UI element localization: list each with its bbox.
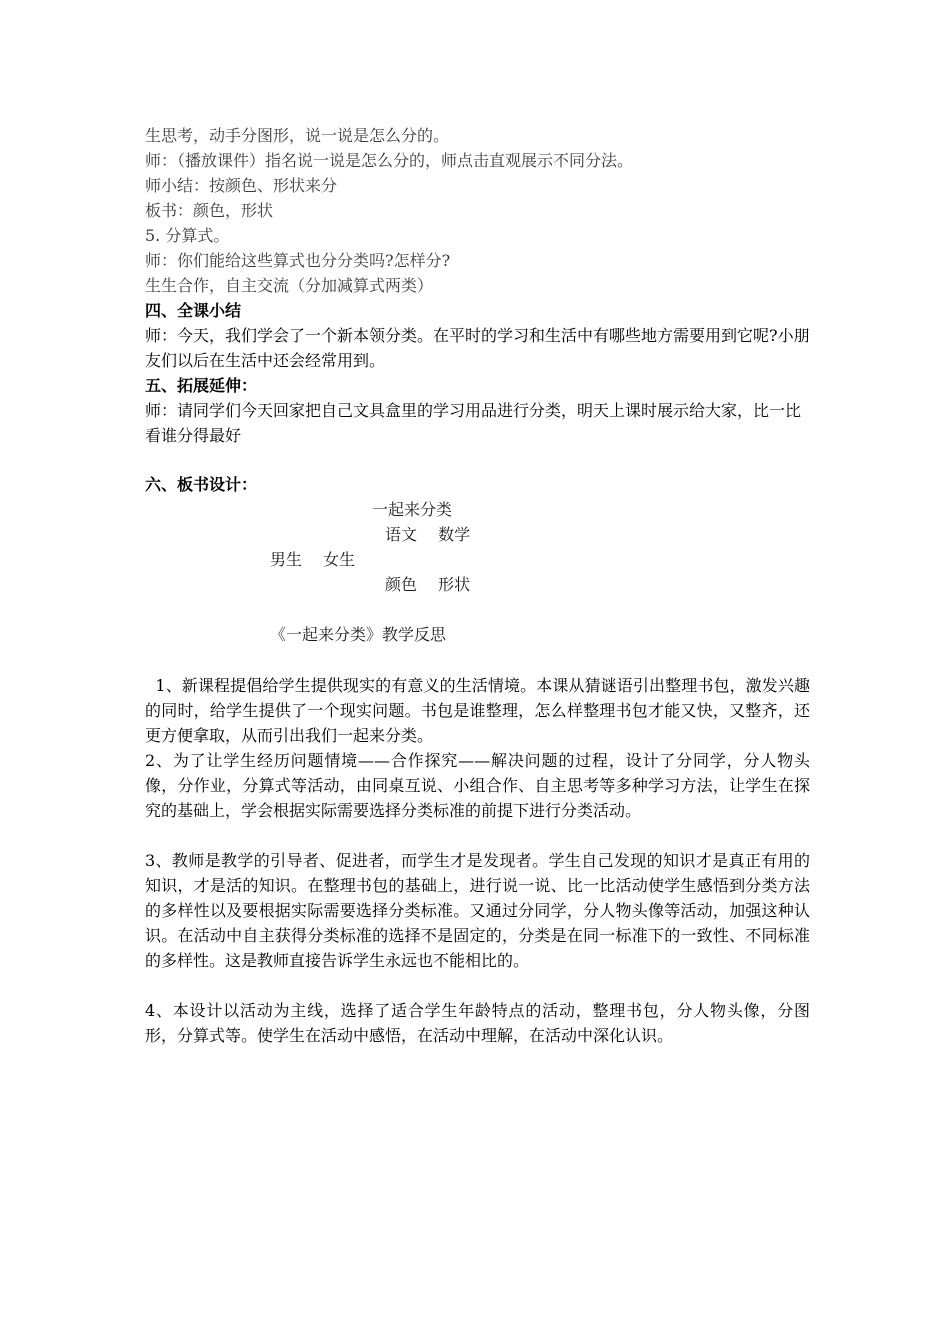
board-row-gender: 男生 女生 [270,550,356,569]
board-row-subjects: 语文 数学 [385,525,471,544]
reflection-paragraph-3: 3、教师是教学的引导者、促进者，而学生才是发现者。学生自己发现的知识才是真正有用的知识，才是活的知识。在整理书包的基础上，进行说一说、比一比活动使学生感悟到分类方法的多样性以及要根据实际需要选择分类标准。又通过分同学，分人物头像等活动，加强这种认识。在活动中自主获得分类标准的选择不是固定的，分类是在同一标准下的一致性、不同标准的多样性。这是教师直接告诉学生永远也不能相比的。 [145,851,810,970]
reflection-title: 《一起来分类》教学反思 [270,625,447,644]
lesson-line-7: 生生合作，自主交流（分加减算式两类） [145,276,434,295]
lesson-line-1: 生思考，动手分图形，说一说是怎么分的。 [145,126,450,145]
lesson-line-4: 板书：颜色，形状 [145,201,274,220]
section-heading-summary: 四、全课小结 [145,301,242,320]
section-heading-board-design: 六、板书设计： [145,475,258,494]
section-heading-extension: 五、拓展延伸： [145,376,258,395]
board-title: 一起来分类 [372,500,453,519]
reflection-paragraph-1: 1、新课程提倡给学生提供现实的有意义的生活情境。本课从猜谜语引出整理书包，激发兴趣的同时，给学生提供了一个现实问题。书包是谁整理，怎么样整理书包才能又快，又整齐，还更方便拿取，从而引出我们一起来分类。 [145,676,811,745]
lesson-line-3: 师小结：按颜色、形状来分 [145,176,338,195]
reflection-paragraph-2: 2、为了让学生经历问题情境——合作探究——解决问题的过程，设计了分同学，分人物头像，分作业，分算式等活动，由同桌互说、小组合作、自主思考等多种学习方法，让学生在探究的基础上，学会根据实际需要选择分类标准的前提下进行分类活动。 [145,751,810,820]
extension-paragraph: 师：请同学们今天回家把自己文具盒里的学习用品进行分类，明天上课时展示给大家，比一比看谁分得最好 [145,401,802,445]
lesson-line-2: 师：（播放课件）指名说一说是怎么分的，师点击直观展示不同分法。 [145,151,634,170]
lesson-line-6: 师：你们能给这些算式也分分类吗?怎样分? [145,251,451,270]
lesson-line-5: 5. 分算式。 [145,226,230,245]
board-row-attributes: 颜色 形状 [385,575,471,594]
summary-paragraph: 师：今天，我们学会了一个新本领分类。在平时的学习和生活中有哪些地方需要用到它呢?小朋友们以后在生活中还会经常用到。 [145,326,810,370]
reflection-paragraph-4: 4、本设计以活动为主线，选择了适合学生年龄特点的活动，整理书包，分人物头像，分图形，分算式等。使学生在活动中感悟，在活动中理解，在活动中深化认识。 [145,1001,810,1045]
